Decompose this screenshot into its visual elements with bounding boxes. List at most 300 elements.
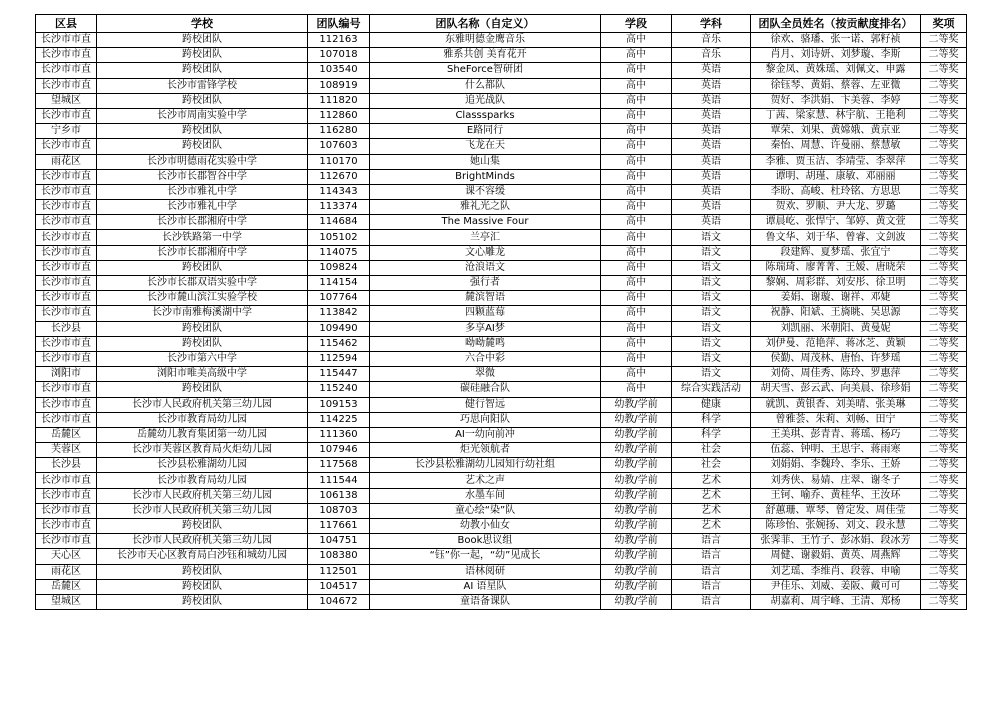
cell-team-name: “钰”你一起，“幼”见成长 [370, 549, 601, 564]
cell-district: 天心区 [36, 549, 97, 564]
cell-school: 长沙市教育局幼儿园 [97, 473, 308, 488]
cell-school: 跨校团队 [97, 564, 308, 579]
cell-stage: 高中 [601, 48, 672, 63]
cell-team-name: 追光战队 [370, 93, 601, 108]
cell-subject: 英语 [672, 215, 751, 230]
cell-subject: 语文 [672, 306, 751, 321]
table-row [36, 321, 967, 336]
cell-team-id: 114684 [308, 215, 370, 230]
cell-subject: 语言 [672, 534, 751, 549]
cell-subject: 英语 [672, 154, 751, 169]
table-row [36, 594, 967, 609]
header-team-name: 团队名称（自定义） [370, 15, 601, 33]
cell-team-id: 111820 [308, 93, 370, 108]
cell-district: 长沙市市直 [36, 397, 97, 412]
cell-members: 王钶、喻乔、黄桂华、王汝环 [751, 488, 921, 503]
header-school: 学校 [97, 15, 308, 33]
header-team-id: 团队编号 [308, 15, 370, 33]
cell-subject: 艺术 [672, 519, 751, 534]
cell-award: 二等奖 [921, 139, 967, 154]
cell-team-name: AI 语星队 [370, 579, 601, 594]
cell-team-id: 104672 [308, 594, 370, 609]
cell-district: 长沙市市直 [36, 215, 97, 230]
table-row [36, 33, 967, 48]
cell-team-id: 104751 [308, 534, 370, 549]
cell-team-name: 她山集 [370, 154, 601, 169]
cell-district: 长沙县 [36, 458, 97, 473]
cell-members: 刘倚、周佳秀、陈玲、罗惠萍 [751, 367, 921, 382]
cell-award: 二等奖 [921, 503, 967, 518]
cell-stage: 高中 [601, 382, 672, 397]
cell-district: 长沙市市直 [36, 200, 97, 215]
cell-district: 长沙市市直 [36, 63, 97, 78]
cell-award: 二等奖 [921, 169, 967, 184]
cell-subject: 语言 [672, 564, 751, 579]
cell-team-id: 116280 [308, 124, 370, 139]
cell-subject: 英语 [672, 78, 751, 93]
cell-award: 二等奖 [921, 230, 967, 245]
cell-team-id: 107764 [308, 291, 370, 306]
cell-school: 长沙市雷锋学校 [97, 78, 308, 93]
cell-school: 长沙市长郡智谷中学 [97, 169, 308, 184]
cell-award: 二等奖 [921, 260, 967, 275]
cell-team-id: 112670 [308, 169, 370, 184]
cell-award: 二等奖 [921, 397, 967, 412]
cell-school: 跨校团队 [97, 336, 308, 351]
cell-team-id: 112594 [308, 351, 370, 366]
table-header [36, 15, 967, 33]
cell-team-name: 强行者 [370, 276, 601, 291]
cell-school: 跨校团队 [97, 260, 308, 275]
cell-team-id: 112163 [308, 33, 370, 48]
table-row [36, 473, 967, 488]
cell-team-id: 105102 [308, 230, 370, 245]
cell-award: 二等奖 [921, 306, 967, 321]
cell-stage: 高中 [601, 230, 672, 245]
cell-team-id: 103540 [308, 63, 370, 78]
cell-school: 长沙市芙蓉区教育局火炬幼儿园 [97, 443, 308, 458]
cell-school: 长沙市人民政府机关第三幼儿园 [97, 503, 308, 518]
cell-award: 二等奖 [921, 48, 967, 63]
cell-subject: 英语 [672, 93, 751, 108]
table-row [36, 48, 967, 63]
cell-team-name: 呦呦麓鸣 [370, 336, 601, 351]
cell-team-name: 雅系共创 美育花开 [370, 48, 601, 63]
cell-award: 二等奖 [921, 276, 967, 291]
header-row [36, 15, 967, 33]
cell-members: 周健、谢毅娟、黄英、周燕辉 [751, 549, 921, 564]
cell-district: 雨花区 [36, 564, 97, 579]
table-row [36, 306, 967, 321]
cell-stage: 幼教/学前 [601, 594, 672, 609]
cell-stage: 幼教/学前 [601, 534, 672, 549]
cell-subject: 语文 [672, 276, 751, 291]
cell-district: 长沙市市直 [36, 245, 97, 260]
cell-members: 黎金凤、黄姝瑶、刘佩文、申露 [751, 63, 921, 78]
cell-subject: 艺术 [672, 473, 751, 488]
cell-school: 跨校团队 [97, 33, 308, 48]
cell-team-id: 112860 [308, 108, 370, 123]
table-row [36, 458, 967, 473]
cell-team-name: 麓滨智语 [370, 291, 601, 306]
cell-team-name: 东雅明德金鹰音乐 [370, 33, 601, 48]
cell-district: 望城区 [36, 594, 97, 609]
cell-team-name: 什么都队 [370, 78, 601, 93]
cell-subject: 英语 [672, 184, 751, 199]
cell-district: 长沙市市直 [36, 48, 97, 63]
cell-subject: 健康 [672, 397, 751, 412]
cell-district: 长沙市市直 [36, 291, 97, 306]
cell-stage: 高中 [601, 63, 672, 78]
cell-team-id: 113842 [308, 306, 370, 321]
cell-members: 李雅、贾玉洁、李靖莹、李翠萍 [751, 154, 921, 169]
cell-award: 二等奖 [921, 154, 967, 169]
cell-stage: 幼教/学前 [601, 503, 672, 518]
cell-award: 二等奖 [921, 291, 967, 306]
cell-members: 舒蕙珊、覃琴、曾定发、周佳莹 [751, 503, 921, 518]
cell-district: 芙蓉区 [36, 443, 97, 458]
cell-school: 长沙市长郡双语实验中学 [97, 276, 308, 291]
cell-stage: 幼教/学前 [601, 473, 672, 488]
table-row [36, 549, 967, 564]
cell-team-id: 107946 [308, 443, 370, 458]
cell-school: 跨校团队 [97, 382, 308, 397]
cell-stage: 高中 [601, 139, 672, 154]
table-row [36, 260, 967, 275]
cell-district: 长沙市市直 [36, 169, 97, 184]
cell-district: 长沙市市直 [36, 519, 97, 534]
cell-team-name: 文心雕龙 [370, 245, 601, 260]
cell-award: 二等奖 [921, 594, 967, 609]
cell-district: 长沙市市直 [36, 382, 97, 397]
cell-district: 长沙市市直 [36, 78, 97, 93]
cell-team-id: 112501 [308, 564, 370, 579]
cell-school: 长沙市人民政府机关第三幼儿园 [97, 488, 308, 503]
cell-subject: 英语 [672, 124, 751, 139]
cell-team-name: 六合中彩 [370, 351, 601, 366]
cell-award: 二等奖 [921, 412, 967, 427]
cell-stage: 高中 [601, 367, 672, 382]
cell-district: 长沙市市直 [36, 108, 97, 123]
cell-award: 二等奖 [921, 78, 967, 93]
cell-subject: 社会 [672, 458, 751, 473]
header-district: 区县 [36, 15, 97, 33]
cell-team-name: BrightMinds [370, 169, 601, 184]
table-row [36, 443, 967, 458]
cell-team-id: 113374 [308, 200, 370, 215]
cell-district: 雨花区 [36, 154, 97, 169]
cell-team-name: 艺术之声 [370, 473, 601, 488]
table-row [36, 336, 967, 351]
cell-team-id: 107018 [308, 48, 370, 63]
cell-members: 尹佳乐、刘威、姜阪、戴可可 [751, 579, 921, 594]
cell-team-name: Book思议组 [370, 534, 601, 549]
cell-subject: 语文 [672, 230, 751, 245]
cell-members: 黎娴、周彩群、刘安彤、徐卫明 [751, 276, 921, 291]
cell-team-id: 109153 [308, 397, 370, 412]
cell-members: 徐欢、骆璠、张一诺、郭籽祯 [751, 33, 921, 48]
cell-subject: 英语 [672, 200, 751, 215]
cell-members: 胡嘉莉、周宇峰、王清、郑杨 [751, 594, 921, 609]
cell-team-id: 115240 [308, 382, 370, 397]
cell-award: 二等奖 [921, 336, 967, 351]
table-body [36, 33, 967, 610]
cell-team-id: 108919 [308, 78, 370, 93]
cell-team-id: 114225 [308, 412, 370, 427]
cell-stage: 高中 [601, 351, 672, 366]
table-row [36, 200, 967, 215]
cell-stage: 高中 [601, 184, 672, 199]
cell-district: 长沙市市直 [36, 412, 97, 427]
cell-subject: 语言 [672, 594, 751, 609]
cell-team-id: 114343 [308, 184, 370, 199]
cell-subject: 艺术 [672, 503, 751, 518]
table-row [36, 184, 967, 199]
table-row [36, 519, 967, 534]
cell-team-id: 109490 [308, 321, 370, 336]
cell-team-id: 117661 [308, 519, 370, 534]
cell-district: 望城区 [36, 93, 97, 108]
cell-team-name: 沧浪语文 [370, 260, 601, 275]
cell-subject: 音乐 [672, 33, 751, 48]
cell-subject: 语文 [672, 321, 751, 336]
cell-members: 谭晨屹、张悍宁、邹婷、黄文萱 [751, 215, 921, 230]
cell-team-name: 炬光领航者 [370, 443, 601, 458]
cell-team-name: 长沙县松雅湖幼儿园知行幼社组 [370, 458, 601, 473]
cell-members: 覃荣、刘果、黄嫦娥、黄京亚 [751, 124, 921, 139]
cell-members: 刘秀侠、易婧、庄翠、谢冬子 [751, 473, 921, 488]
table-row [36, 215, 967, 230]
table-row [36, 139, 967, 154]
cell-district: 岳麓区 [36, 579, 97, 594]
table-row [36, 169, 967, 184]
cell-award: 二等奖 [921, 215, 967, 230]
table-row [36, 124, 967, 139]
cell-district: 长沙市市直 [36, 230, 97, 245]
cell-subject: 语文 [672, 351, 751, 366]
cell-members: 谭明、胡瑾、康敏、邓丽丽 [751, 169, 921, 184]
cell-school: 长沙市长郡湘府中学 [97, 215, 308, 230]
cell-subject: 英语 [672, 108, 751, 123]
cell-district: 长沙市市直 [36, 139, 97, 154]
cell-award: 二等奖 [921, 63, 967, 78]
table-row [36, 245, 967, 260]
cell-award: 二等奖 [921, 534, 967, 549]
cell-award: 二等奖 [921, 458, 967, 473]
cell-team-name: 飞龙在天 [370, 139, 601, 154]
cell-award: 二等奖 [921, 321, 967, 336]
cell-school: 长沙市教育局幼儿园 [97, 412, 308, 427]
table-row [36, 276, 967, 291]
cell-team-name: 多享AI梦 [370, 321, 601, 336]
cell-subject: 艺术 [672, 488, 751, 503]
cell-school: 跨校团队 [97, 93, 308, 108]
cell-subject: 科学 [672, 412, 751, 427]
cell-stage: 高中 [601, 33, 672, 48]
cell-members: 张霁菲、王竹子、彭冰娟、段冰芳 [751, 534, 921, 549]
cell-school: 长沙市周南实验中学 [97, 108, 308, 123]
cell-subject: 英语 [672, 63, 751, 78]
cell-school: 跨校团队 [97, 519, 308, 534]
cell-district: 长沙县 [36, 321, 97, 336]
cell-district: 长沙市市直 [36, 260, 97, 275]
cell-district: 长沙市市直 [36, 488, 97, 503]
cell-stage: 高中 [601, 200, 672, 215]
cell-members: 胡天雪、彭云武、向美晨、徐珍娟 [751, 382, 921, 397]
cell-subject: 科学 [672, 427, 751, 442]
cell-members: 刘艺瑶、李维肖、段蓉、申喻 [751, 564, 921, 579]
cell-team-id: 104517 [308, 579, 370, 594]
cell-stage: 幼教/学前 [601, 549, 672, 564]
cell-stage: 高中 [601, 276, 672, 291]
header-members: 团队全员姓名（按贡献度排名） [751, 15, 921, 33]
cell-members: 徐钰琴、黄娟、蔡蓉、左亚微 [751, 78, 921, 93]
cell-team-name: 语林阅研 [370, 564, 601, 579]
cell-members: 贺好、李洪娟、卞美蓉、李婷 [751, 93, 921, 108]
cell-team-id: 114075 [308, 245, 370, 260]
cell-school: 长沙市人民政府机关第三幼儿园 [97, 534, 308, 549]
cell-award: 二等奖 [921, 519, 967, 534]
cell-school: 长沙市明德雨花实验中学 [97, 154, 308, 169]
cell-members: 刘凯丽、米朝阳、黄曼妮 [751, 321, 921, 336]
cell-award: 二等奖 [921, 245, 967, 260]
table-row [36, 367, 967, 382]
table-row [36, 534, 967, 549]
cell-team-name: 童语备课队 [370, 594, 601, 609]
cell-district: 长沙市市直 [36, 503, 97, 518]
cell-team-name: Classsparks [370, 108, 601, 123]
cell-school: 浏阳市唯美高级中学 [97, 367, 308, 382]
cell-subject: 音乐 [672, 48, 751, 63]
cell-stage: 高中 [601, 306, 672, 321]
cell-stage: 幼教/学前 [601, 412, 672, 427]
cell-members: 鲁文华、刘于华、曾睿、文剑波 [751, 230, 921, 245]
cell-school: 跨校团队 [97, 139, 308, 154]
cell-members: 伍蕊、钟明、王思宇、蒋雨寒 [751, 443, 921, 458]
cell-team-id: 111544 [308, 473, 370, 488]
table-row [36, 108, 967, 123]
cell-team-id: 114154 [308, 276, 370, 291]
cell-team-name: 四颗蓝莓 [370, 306, 601, 321]
cell-team-name: AI一幼向前冲 [370, 427, 601, 442]
cell-team-name: 雅礼光之队 [370, 200, 601, 215]
cell-team-id: 107603 [308, 139, 370, 154]
cell-stage: 高中 [601, 245, 672, 260]
cell-award: 二等奖 [921, 33, 967, 48]
table-row [36, 503, 967, 518]
cell-team-name: 健行智远 [370, 397, 601, 412]
cell-stage: 高中 [601, 154, 672, 169]
cell-school: 长沙市人民政府机关第三幼儿园 [97, 397, 308, 412]
header-award: 奖项 [921, 15, 967, 33]
table-row [36, 78, 967, 93]
cell-team-id: 115447 [308, 367, 370, 382]
table-row [36, 579, 967, 594]
cell-stage: 高中 [601, 78, 672, 93]
cell-school: 长沙铁路第一中学 [97, 230, 308, 245]
cell-team-name: 童心绘“染”队 [370, 503, 601, 518]
cell-subject: 语文 [672, 336, 751, 351]
table-row [36, 382, 967, 397]
cell-award: 二等奖 [921, 579, 967, 594]
cell-award: 二等奖 [921, 488, 967, 503]
cell-team-name: 幼教小仙女 [370, 519, 601, 534]
header-stage: 学段 [601, 15, 672, 33]
cell-stage: 高中 [601, 336, 672, 351]
cell-stage: 幼教/学前 [601, 579, 672, 594]
cell-team-id: 111360 [308, 427, 370, 442]
table-row [36, 488, 967, 503]
cell-district: 长沙市市直 [36, 184, 97, 199]
cell-stage: 幼教/学前 [601, 519, 672, 534]
table-row [36, 291, 967, 306]
award-table [35, 14, 967, 610]
table-row [36, 351, 967, 366]
cell-district: 浏阳市 [36, 367, 97, 382]
cell-award: 二等奖 [921, 108, 967, 123]
cell-school: 长沙市雅礼中学 [97, 200, 308, 215]
cell-members: 丁茜、梁家慧、林宇航、王艳利 [751, 108, 921, 123]
cell-subject: 综合实践活动 [672, 382, 751, 397]
cell-stage: 高中 [601, 321, 672, 336]
cell-school: 跨校团队 [97, 579, 308, 594]
cell-team-id: 117568 [308, 458, 370, 473]
table-row [36, 93, 967, 108]
cell-members: 李盼、高峻、杜玲铭、方思思 [751, 184, 921, 199]
cell-award: 二等奖 [921, 200, 967, 215]
cell-team-name: 翠微 [370, 367, 601, 382]
table-row [36, 427, 967, 442]
cell-stage: 高中 [601, 291, 672, 306]
cell-school: 岳麓幼儿教育集团第一幼儿园 [97, 427, 308, 442]
cell-subject: 语文 [672, 291, 751, 306]
cell-award: 二等奖 [921, 473, 967, 488]
cell-team-id: 109824 [308, 260, 370, 275]
cell-stage: 高中 [601, 215, 672, 230]
cell-award: 二等奖 [921, 93, 967, 108]
cell-school: 跨校团队 [97, 63, 308, 78]
cell-team-name: 水墨车间 [370, 488, 601, 503]
cell-stage: 高中 [601, 124, 672, 139]
cell-team-name: 兰亭汇 [370, 230, 601, 245]
table-row [36, 63, 967, 78]
cell-members: 段建辉、夏梦瑶、张宜宁 [751, 245, 921, 260]
cell-subject: 语文 [672, 367, 751, 382]
cell-stage: 幼教/学前 [601, 564, 672, 579]
cell-members: 秦怡、周慧、许曼丽、蔡慧敏 [751, 139, 921, 154]
cell-team-name: 巧思向阳队 [370, 412, 601, 427]
cell-district: 长沙市市直 [36, 33, 97, 48]
cell-district: 长沙市市直 [36, 351, 97, 366]
cell-district: 长沙市市直 [36, 306, 97, 321]
cell-stage: 幼教/学前 [601, 443, 672, 458]
cell-team-id: 106138 [308, 488, 370, 503]
cell-school: 跨校团队 [97, 321, 308, 336]
cell-members: 陈瑞琦、廖菁菁、王嫒、唐晓荣 [751, 260, 921, 275]
cell-school: 跨校团队 [97, 594, 308, 609]
cell-award: 二等奖 [921, 443, 967, 458]
cell-team-name: 课不容缓 [370, 184, 601, 199]
cell-award: 二等奖 [921, 124, 967, 139]
cell-school: 长沙市麓山滨江实验学校 [97, 291, 308, 306]
cell-school: 长沙市南雅梅溪湖中学 [97, 306, 308, 321]
cell-subject: 英语 [672, 139, 751, 154]
cell-members: 刘伊曼、范艳萍、蒋冰芝、黄颖 [751, 336, 921, 351]
cell-district: 岳麓区 [36, 427, 97, 442]
cell-school: 长沙市长郡湘府中学 [97, 245, 308, 260]
cell-members: 刘娟娟、李魏玲、李乐、王娇 [751, 458, 921, 473]
cell-subject: 语文 [672, 260, 751, 275]
